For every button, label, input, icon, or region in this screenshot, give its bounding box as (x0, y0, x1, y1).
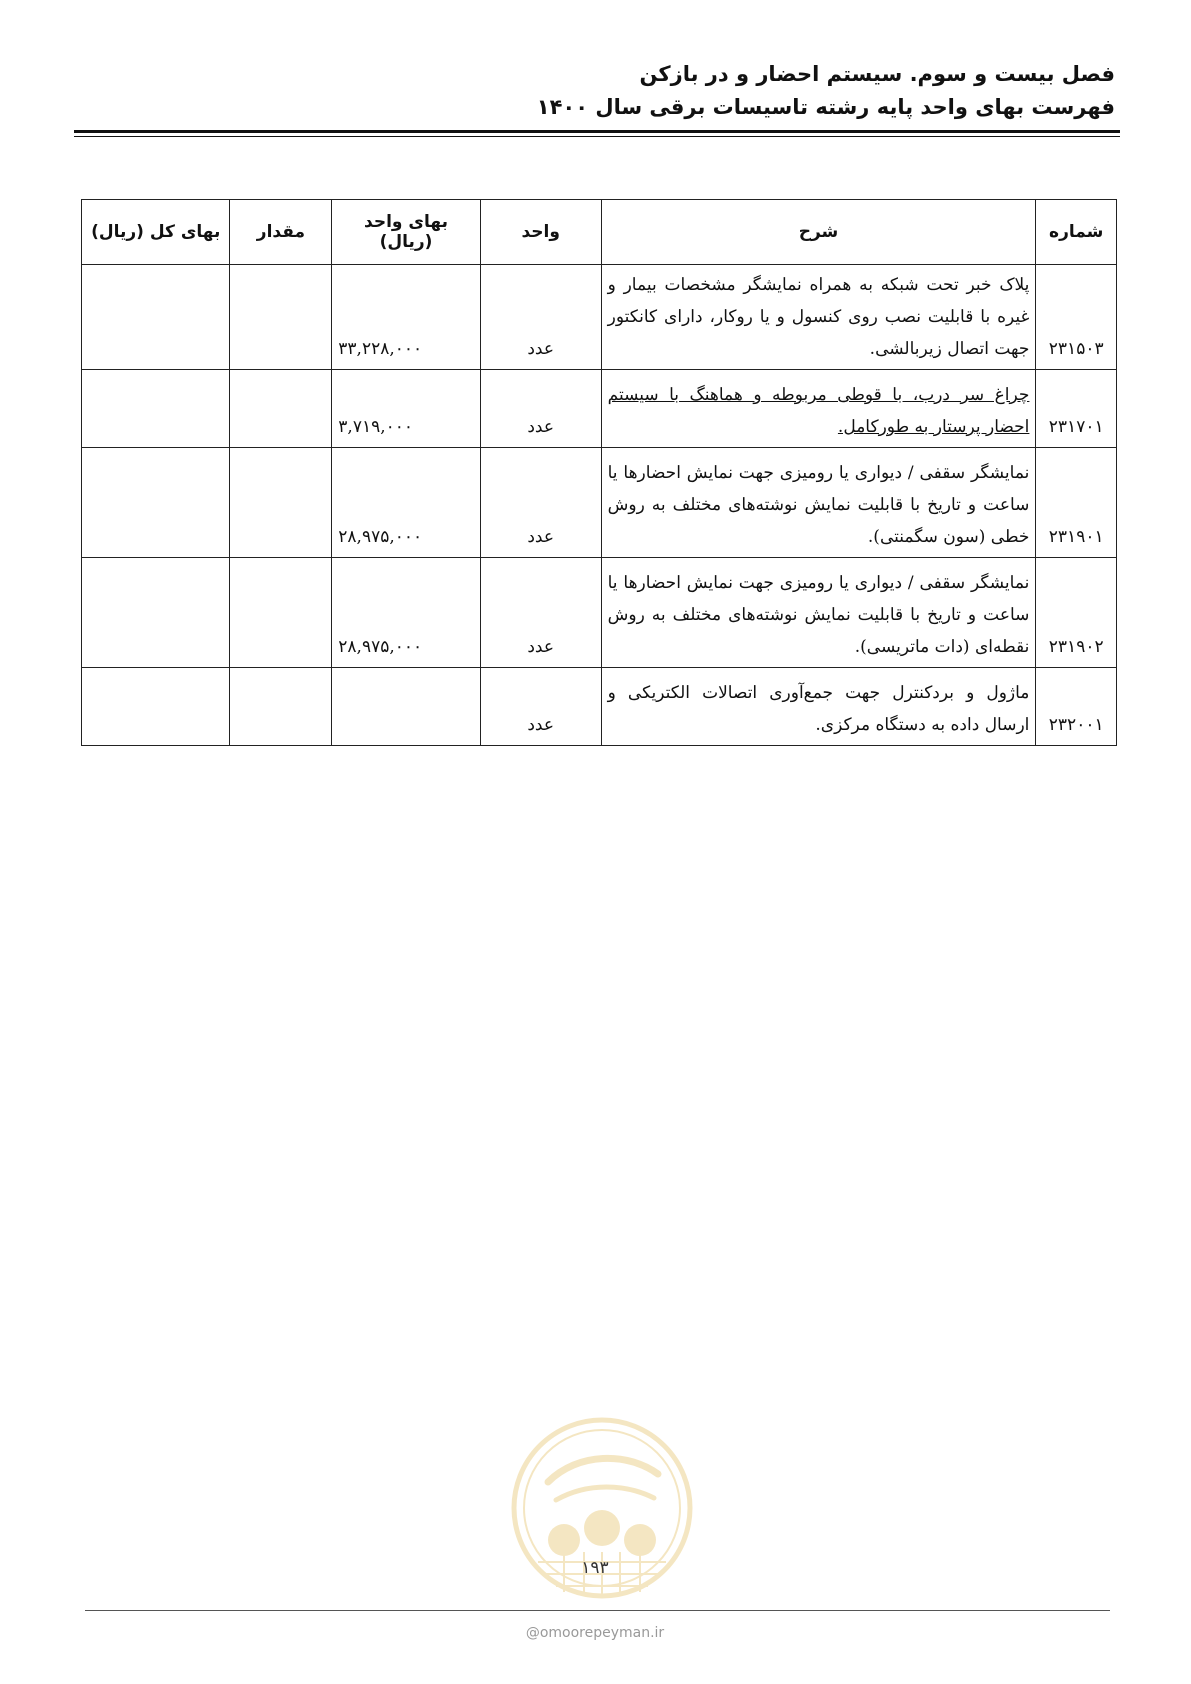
price-list-title: فهرست بهای واحد پایه رشته تاسیسات برقی سال ۱۴۰۰ (536, 95, 1115, 119)
row-description: پلاک خبر تحت شبکه به همراه نمایشگر مشخصات بیمار و غیره با قابلیت نصب روی کنسول و یا روکار، دارای کانکتور جهت اتصال زیربالشی. (601, 265, 1036, 370)
row-code: ۲۳۱۹۰۲ (1036, 558, 1117, 668)
row-total-price (82, 558, 230, 668)
row-unit-price: ۲۸,۹۷۵,۰۰۰ (332, 558, 480, 668)
row-quantity (230, 265, 332, 370)
page-header (75, 58, 1115, 124)
column-header-total-price: بهای کل (ریال) (82, 200, 230, 265)
row-quantity (230, 668, 332, 746)
row-unit: عدد (480, 265, 601, 370)
table-header-row (82, 200, 1117, 265)
row-unit: عدد (480, 558, 601, 668)
row-total-price (82, 370, 230, 448)
row-unit-price: ۲۸,۹۷۵,۰۰۰ (332, 448, 480, 558)
table-row (82, 668, 1117, 746)
row-unit: عدد (480, 668, 601, 746)
row-unit-price: ۳۳,۲۲۸,۰۰۰ (332, 265, 480, 370)
row-description: چراغ سر درب، با قوطی مربوطه و هماهنگ با سیستم احضار پرستار به طورکامل. (601, 370, 1036, 448)
website-label: @omoorepeyman.ir (525, 1625, 665, 1641)
page-number: ۱۹۳ (581, 1558, 609, 1578)
chapter-title: فصل بیست و سوم. سیستم احضار و در بازکن (639, 62, 1115, 86)
column-header-quantity: مقدار (230, 200, 332, 265)
column-header-unit-price: بهای واحد (ریال) (332, 200, 480, 265)
row-total-price (82, 265, 230, 370)
row-code: ۲۳۱۹۰۱ (1036, 448, 1117, 558)
row-code: ۲۳۱۷۰۱ (1036, 370, 1117, 448)
row-code: ۲۳۱۵۰۳ (1036, 265, 1117, 370)
row-quantity (230, 558, 332, 668)
row-unit-price: ۳,۷۱۹,۰۰۰ (332, 370, 480, 448)
table-row (82, 558, 1117, 668)
table-row (82, 448, 1117, 558)
row-quantity (230, 370, 332, 448)
column-header-code: شماره (1036, 200, 1117, 265)
table-row (82, 265, 1117, 370)
row-total-price (82, 668, 230, 746)
footer-rule (85, 1610, 1110, 1611)
header-rule-thick (74, 130, 1120, 133)
column-header-description: شرح (601, 200, 1036, 265)
row-quantity (230, 448, 332, 558)
row-unit: عدد (480, 448, 601, 558)
row-unit: عدد (480, 370, 601, 448)
row-description: ماژول و بردکنترل جهت جمع‌آوری اتصالات الکتریکی و ارسال داده به دستگاه مرکزی. (601, 668, 1036, 746)
row-unit-price (332, 668, 480, 746)
row-description: نمایشگر سقفی / دیواری یا رومیزی جهت نمایش احضارها یا ساعت و تاریخ با قابلیت نمایش نوشته‌های مختلف به روش خطی (سون سگمنتی). (601, 448, 1036, 558)
row-description: نمایشگر سقفی / دیواری یا رومیزی جهت نمایش احضارها یا ساعت و تاریخ با قابلیت نمایش نوشته‌های مختلف به روش نقطه‌ای (دات ماتریسی). (601, 558, 1036, 668)
header-rule-thin (74, 136, 1120, 137)
row-total-price (82, 448, 230, 558)
column-header-unit: واحد (480, 200, 601, 265)
row-code: ۲۳۲۰۰۱ (1036, 668, 1117, 746)
price-table (81, 199, 1117, 746)
table-row (82, 370, 1117, 448)
